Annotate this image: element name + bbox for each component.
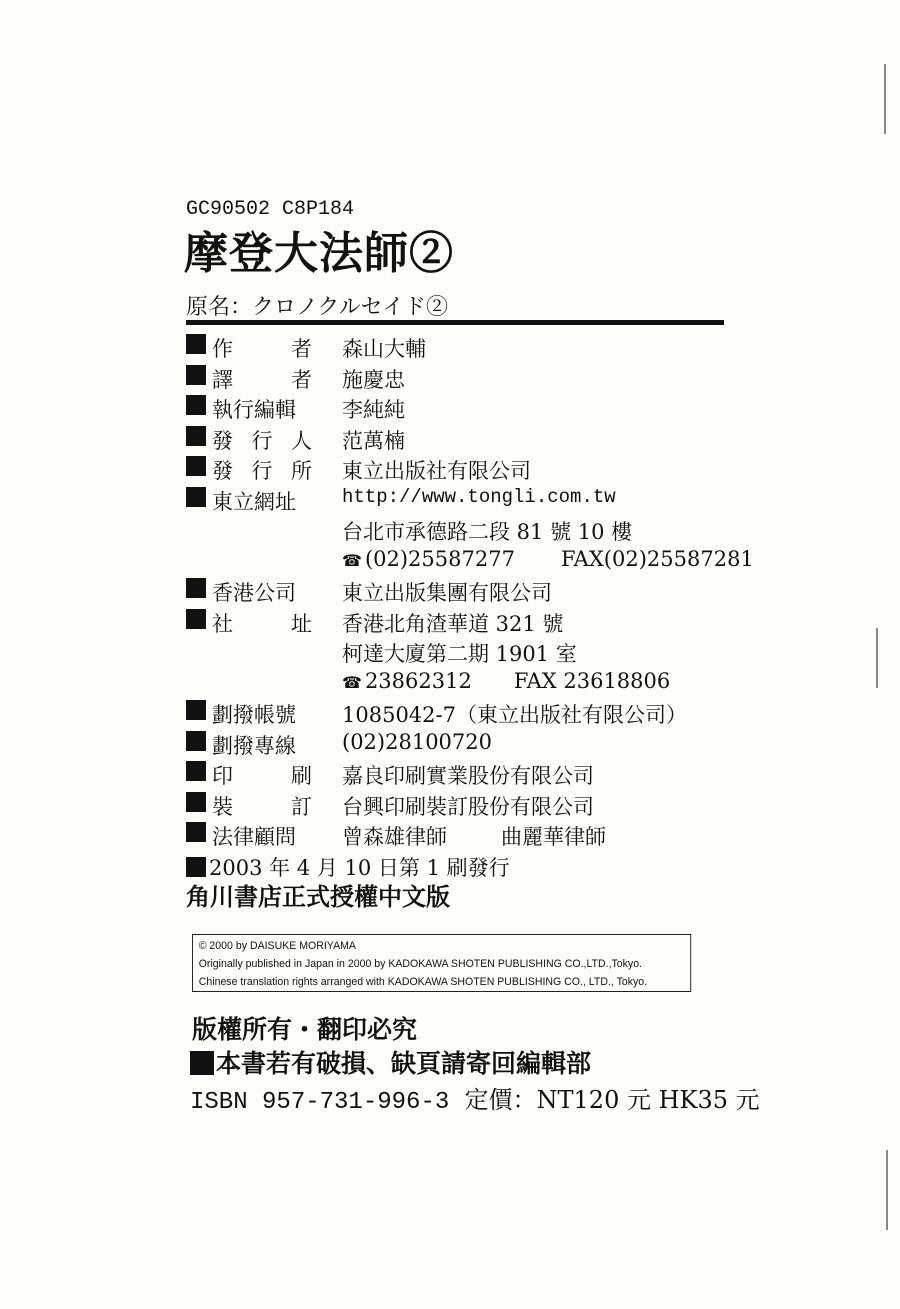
hk-address-row-value: 香港北角渣華道 321 號 xyxy=(342,611,564,636)
credit-row-value: 李純純 xyxy=(342,398,405,422)
isbn-price-line xyxy=(190,1080,760,1116)
copyright-line: Originally published in Japan in 2000 by KADOKAWA SHOTEN PUBLISHING CO.,LTD.,Tokyo. xyxy=(198,958,643,970)
tongli-address-value: 台北市承德路二段 81 號 10 樓 xyxy=(342,520,633,544)
credit-row xyxy=(186,364,405,392)
credit-row xyxy=(186,485,616,514)
credit-row xyxy=(186,425,405,453)
edition-text: 2003 年 4 月 10 日第 1 刷發行 xyxy=(209,855,510,880)
credit-row xyxy=(186,729,492,758)
damage-notice xyxy=(190,1044,591,1080)
black-square-icon xyxy=(186,487,206,507)
credit-row-value: http://www.tongli.com.tw xyxy=(342,485,616,508)
credit-row-label: 發 行 所 xyxy=(212,459,312,483)
fax-number: FAX(02)25587281 xyxy=(560,546,754,571)
credit-row-label: 裝 訂 xyxy=(212,794,312,819)
credit-row-label: 劃撥帳號 xyxy=(212,703,296,727)
title-divider xyxy=(186,320,724,325)
credit-row-value: 東立出版社有限公司 xyxy=(342,459,531,483)
credit-row xyxy=(186,455,531,483)
black-square-icon xyxy=(186,792,206,812)
credit-row-value: 嘉良印刷實業股份有限公司 xyxy=(342,764,594,788)
credit-row xyxy=(186,791,594,819)
black-square-icon xyxy=(186,365,206,385)
credit-row xyxy=(186,760,594,788)
black-square-icon xyxy=(186,609,206,629)
legal-advisor-row-label: 法律顧問 xyxy=(212,825,296,849)
black-square-icon xyxy=(186,731,206,751)
telephone-icon: ☎ xyxy=(342,672,362,692)
phone-number: 23862312 xyxy=(364,668,472,693)
hk-company-row-value: 東立出版集團有限公司 xyxy=(342,581,552,605)
credit-row-value: 施慶忠 xyxy=(342,367,405,392)
hk-address-row xyxy=(186,608,564,636)
isbn: ISBN 957-731-996-3 xyxy=(190,1089,450,1116)
book-code: GC90502 C8P184 xyxy=(186,198,355,221)
hk-company-row xyxy=(186,577,552,605)
copyright-line: © 2000 by DAISUKE MORIYAMA xyxy=(198,940,356,952)
telephone-icon: ☎ xyxy=(342,550,362,570)
credit-row xyxy=(186,394,405,422)
scan-mark xyxy=(884,64,886,134)
scan-mark xyxy=(886,1150,888,1230)
credit-row-value: 台興印刷裝訂股份有限公司 xyxy=(342,794,594,819)
credit-row-label: 作 者 xyxy=(212,337,312,361)
license-statement: 角川書店正式授權中文版 xyxy=(186,882,450,911)
black-square-icon xyxy=(186,857,206,877)
credit-row-label: 劃撥專線 xyxy=(212,733,296,758)
page-title: 摩登大法師② xyxy=(184,228,454,279)
hk-phone-fax-value xyxy=(342,669,670,693)
hk-company-row-label: 香港公司 xyxy=(212,581,296,605)
credit-row-label: 印 刷 xyxy=(212,764,312,788)
black-square-icon xyxy=(186,456,206,476)
tongli-phone-fax-value xyxy=(342,547,754,571)
legal-advisor-row-value xyxy=(342,821,606,851)
edition-line xyxy=(186,852,510,880)
credit-row xyxy=(186,699,687,727)
price: NT120 元 HK35 元 xyxy=(536,1086,760,1114)
fax-number: FAX 23618806 xyxy=(513,668,671,693)
credit-row-value: (02)28100720 xyxy=(342,729,492,754)
hk-address-row-label: 社 址 xyxy=(212,611,312,636)
legal-advisor-row xyxy=(186,821,606,849)
credit-row-value: 范萬楠 xyxy=(342,428,405,453)
credit-row-value: 森山大輔 xyxy=(342,337,426,361)
credit-row-value: 1085042-7（東立出版社有限公司） xyxy=(342,703,687,727)
credit-row-label: 東立網址 xyxy=(212,489,296,514)
credit-row xyxy=(186,333,426,361)
credit-row-label: 發 行 人 xyxy=(212,428,312,453)
lawyer-name: 曾森雄律師 xyxy=(342,825,447,849)
notice-text: 本書若有破損、缺頁請寄回編輯部 xyxy=(216,1049,592,1078)
scan-mark xyxy=(876,628,878,688)
credit-row-label: 譯 者 xyxy=(212,367,312,392)
price-label: 定價： xyxy=(464,1086,537,1114)
hk-address-line2-value: 柯達大廈第二期 1901 室 xyxy=(342,642,577,666)
rights-reserved: 版權所有・翻印必究 xyxy=(192,1015,418,1044)
original-title: 原名：クロノクルセイド② xyxy=(186,295,449,320)
black-square-icon xyxy=(186,700,206,720)
black-square-icon xyxy=(186,334,206,354)
phone-number: (02)25587277 xyxy=(364,546,515,571)
copyright-line: Chinese translation rights arranged with KADOKAWA SHOTEN PUBLISHING CO., LTD., Tokyo. xyxy=(198,976,648,988)
black-square-icon xyxy=(186,578,206,598)
black-square-icon xyxy=(186,395,206,415)
black-square-icon xyxy=(190,1051,214,1075)
black-square-icon xyxy=(186,822,206,842)
credit-row-label: 執行編輯 xyxy=(212,398,296,422)
lawyer-name: 曲麗華律師 xyxy=(501,825,606,849)
black-square-icon xyxy=(186,761,206,781)
copyright-box xyxy=(192,934,691,992)
black-square-icon xyxy=(186,426,206,446)
